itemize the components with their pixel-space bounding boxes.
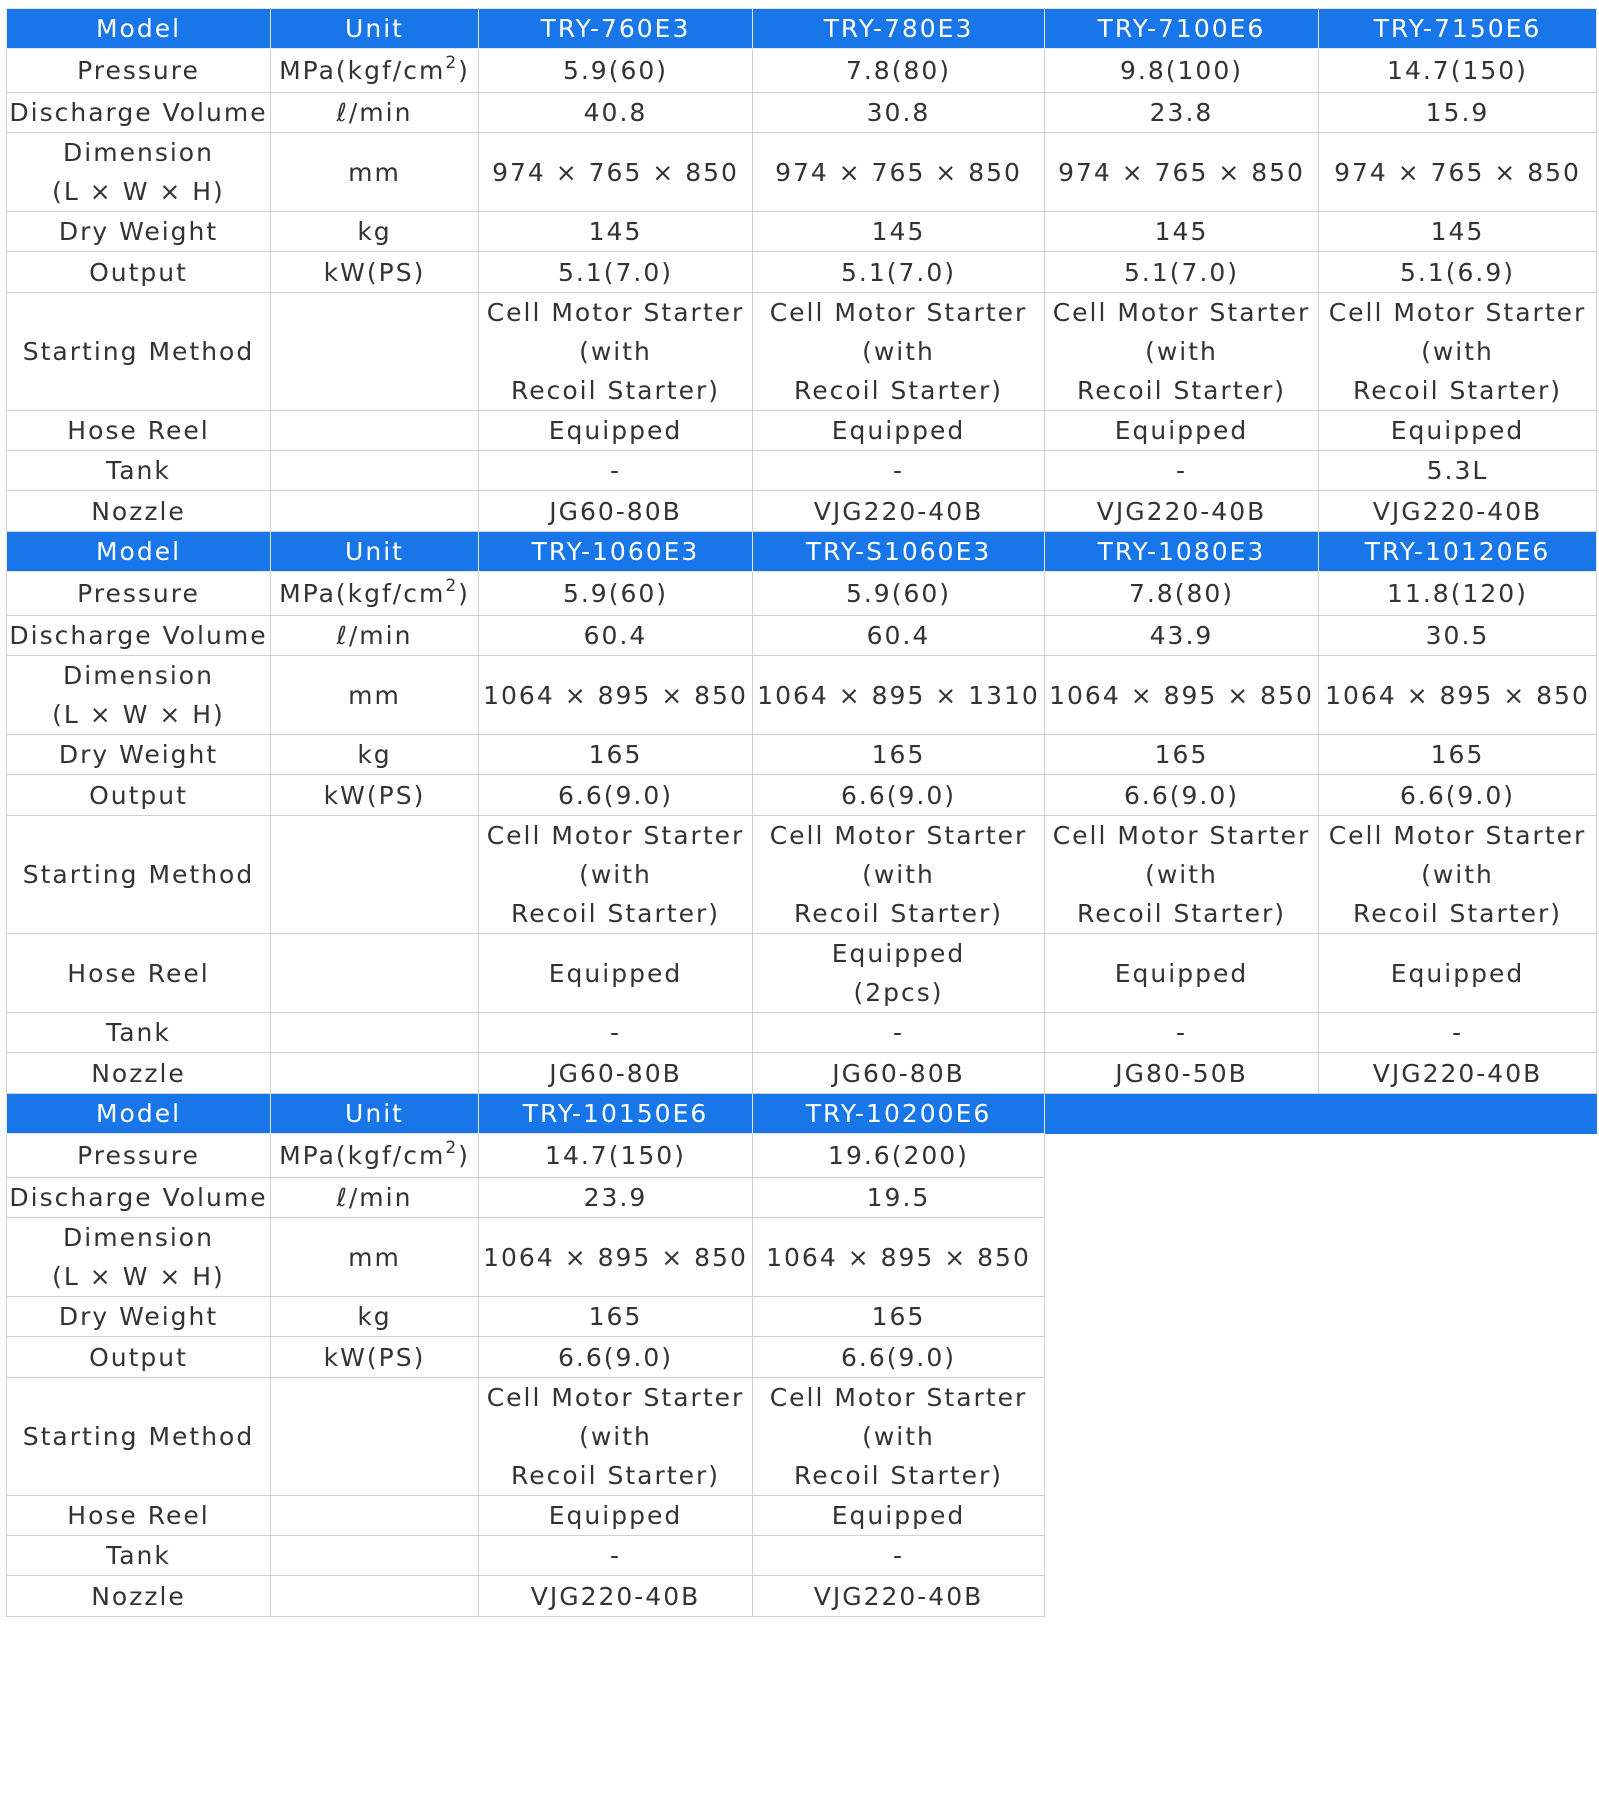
hose-reel-line: Equipped	[548, 958, 683, 988]
spec-table	[6, 8, 1597, 1617]
spec-value-cell: -	[753, 1013, 1045, 1053]
dimension-label-line: (L × W × H)	[52, 700, 225, 729]
spec-value-cell: Equipped	[753, 411, 1045, 451]
unit-cell	[271, 1378, 479, 1496]
hose-reel-value	[755, 934, 1042, 1012]
spec-value-cell: -	[479, 1536, 753, 1576]
dimension-label-line: Dimension	[63, 138, 214, 167]
row-label: Nozzle	[7, 1576, 271, 1617]
unit-cell: mm	[271, 656, 479, 735]
pressure-row	[7, 49, 1597, 93]
spec-value-cell: 165	[753, 735, 1045, 775]
spec-value-cell: 5.1(7.0)	[753, 252, 1045, 293]
row-label: Output	[7, 252, 271, 293]
empty-cell	[1045, 1378, 1319, 1496]
spec-value-cell: -	[1319, 1013, 1597, 1053]
spec-value-cell: 974 × 765 × 850	[479, 133, 753, 212]
spec-value-cell: JG60-80B	[753, 1053, 1045, 1094]
spec-value-cell: Equipped	[479, 1496, 753, 1536]
spec-value-cell: 6.6(9.0)	[753, 1337, 1045, 1378]
model-header-row	[7, 9, 1597, 49]
spec-value-cell: 15.9	[1319, 93, 1597, 133]
unit-cell: kW(PS)	[271, 252, 479, 293]
starting-method-line: Recoil Starter)	[1077, 899, 1286, 928]
dimension-label	[9, 656, 268, 734]
dry-weight-row	[7, 212, 1597, 252]
empty-cell	[1319, 1134, 1597, 1178]
row-label: Dry Weight	[7, 212, 271, 252]
starting-method-value	[755, 1378, 1042, 1495]
model-header-row	[7, 532, 1597, 572]
starting-method-line: (with	[1145, 337, 1218, 366]
spec-value-cell: 5.9(60)	[753, 572, 1045, 616]
starting-method-line: Recoil Starter)	[511, 899, 720, 928]
model-name-cell: TRY-7100E6	[1045, 9, 1319, 49]
starting-method-value	[481, 816, 750, 933]
model-header-label: Model	[7, 9, 271, 49]
spec-value-cell: 5.1(7.0)	[1045, 252, 1319, 293]
spec-value-cell: 14.7(150)	[479, 1134, 753, 1178]
starting-method-value	[1047, 816, 1316, 933]
unit-cell: ℓ/min	[271, 93, 479, 133]
spec-value-cell: 30.8	[753, 93, 1045, 133]
spec-value-cell: 7.8(80)	[753, 49, 1045, 93]
hose-reel-value	[481, 954, 750, 993]
spec-value-cell	[1319, 293, 1597, 411]
hose-reel-value	[1047, 954, 1316, 993]
starting-method-line: Recoil Starter)	[1353, 376, 1562, 405]
dimension-row	[7, 1218, 1597, 1297]
tank-row	[7, 451, 1597, 491]
unit-header-label: Unit	[271, 9, 479, 49]
unit-text: MPa(kgf/cm	[279, 1141, 446, 1170]
spec-value-cell: 974 × 765 × 850	[1319, 133, 1597, 212]
row-label	[7, 133, 271, 212]
row-label: Hose Reel	[7, 411, 271, 451]
pressure-row	[7, 572, 1597, 616]
spec-value-cell: -	[1045, 1013, 1319, 1053]
spec-value-cell	[1319, 816, 1597, 934]
unit-cell: kg	[271, 212, 479, 252]
unit-header-label: Unit	[271, 1094, 479, 1134]
discharge-row	[7, 93, 1597, 133]
model-header-row	[7, 1094, 1597, 1134]
empty-cell	[1319, 1378, 1597, 1496]
empty-cell	[1319, 1576, 1597, 1617]
empty-cell	[1319, 1178, 1597, 1218]
starting-method-line: Cell Motor Starter	[1052, 298, 1311, 327]
unit-text: )	[458, 579, 470, 608]
spec-value-cell: 19.6(200)	[753, 1134, 1045, 1178]
row-label: Pressure	[7, 49, 271, 93]
spec-value-cell: JG80-50B	[1045, 1053, 1319, 1094]
model-header-label: Model	[7, 1094, 271, 1134]
model-name-cell: TRY-10200E6	[753, 1094, 1045, 1134]
starting-method-value	[1321, 816, 1594, 933]
nozzle-row	[7, 1576, 1597, 1617]
model-header-label: Model	[7, 532, 271, 572]
starting-method-line: Cell Motor Starter	[486, 821, 745, 850]
starting-method-line: (with	[579, 1422, 652, 1451]
spec-value-cell: 165	[1319, 735, 1597, 775]
dimension-label	[9, 133, 268, 211]
unit-cell: mm	[271, 1218, 479, 1297]
spec-value-cell: 1064 × 895 × 1310	[753, 656, 1045, 735]
starting-method-value	[1321, 293, 1594, 410]
spec-value-cell: 145	[1319, 212, 1597, 252]
unit-superscript: 2	[445, 52, 459, 73]
unit-text: )	[458, 56, 470, 85]
row-label	[7, 1218, 271, 1297]
unit-cell	[271, 572, 479, 616]
starting-method-value	[481, 293, 750, 410]
spec-value-cell: 5.1(7.0)	[479, 252, 753, 293]
spec-value-cell: 1064 × 895 × 850	[753, 1218, 1045, 1297]
row-label: Starting Method	[7, 1378, 271, 1496]
spec-value-cell: 6.6(9.0)	[479, 775, 753, 816]
starting-method-line: Recoil Starter)	[1353, 899, 1562, 928]
model-name-cell: TRY-1060E3	[479, 532, 753, 572]
empty-cell	[1319, 1218, 1597, 1297]
unit-cell	[271, 1536, 479, 1576]
model-name-cell: TRY-780E3	[753, 9, 1045, 49]
dimension-label-line: (L × W × H)	[52, 1262, 225, 1291]
spec-value-cell	[1045, 934, 1319, 1013]
unit-cell: ℓ/min	[271, 1178, 479, 1218]
dimension-label-line: Dimension	[63, 1223, 214, 1252]
spec-value-cell: Equipped	[1045, 411, 1319, 451]
unit-cell: mm	[271, 133, 479, 212]
starting-method-value	[755, 293, 1042, 410]
spec-value-cell: 9.8(100)	[1045, 49, 1319, 93]
hose-reel-row	[7, 934, 1597, 1013]
unit-cell: kg	[271, 1297, 479, 1337]
hose-reel-row	[7, 411, 1597, 451]
spec-value-cell: 60.4	[753, 616, 1045, 656]
spec-value-cell: 6.6(9.0)	[753, 775, 1045, 816]
spec-value-cell: 5.9(60)	[479, 572, 753, 616]
row-label: Discharge Volume	[7, 616, 271, 656]
empty-cell	[1045, 1218, 1319, 1297]
dry-weight-row	[7, 1297, 1597, 1337]
spec-value-cell: 974 × 765 × 850	[1045, 133, 1319, 212]
tank-row	[7, 1536, 1597, 1576]
unit-cell: kg	[271, 735, 479, 775]
starting-method-line: Recoil Starter)	[511, 1461, 720, 1490]
hose-reel-line: Equipped	[1390, 958, 1525, 988]
starting-method-line: (with	[862, 860, 935, 889]
spec-value-cell: -	[753, 1536, 1045, 1576]
row-label: Output	[7, 775, 271, 816]
hose-reel-row	[7, 1496, 1597, 1536]
unit-text: )	[458, 1141, 470, 1170]
starting-method-line: (with	[1145, 860, 1218, 889]
starting-method-line: Cell Motor Starter	[769, 1383, 1028, 1412]
spec-value-cell: 5.9(60)	[479, 49, 753, 93]
dry-weight-row	[7, 735, 1597, 775]
spec-value-cell: 145	[753, 212, 1045, 252]
starting-method-line: (with	[1421, 337, 1494, 366]
row-label: Tank	[7, 1536, 271, 1576]
empty-cell	[1045, 1496, 1319, 1536]
spec-value-cell: 145	[479, 212, 753, 252]
spec-value-cell: 23.8	[1045, 93, 1319, 133]
unit-cell: kW(PS)	[271, 1337, 479, 1378]
spec-value-cell: VJG220-40B	[1045, 491, 1319, 532]
spec-value-cell: Equipped	[479, 411, 753, 451]
starting-method-line: Cell Motor Starter	[769, 298, 1028, 327]
starting-method-value	[481, 1378, 750, 1495]
row-label: Discharge Volume	[7, 93, 271, 133]
spec-value-cell: 6.6(9.0)	[1319, 775, 1597, 816]
spec-value-cell	[753, 816, 1045, 934]
unit-header-label: Unit	[271, 532, 479, 572]
output-row	[7, 775, 1597, 816]
starting-method-line: Recoil Starter)	[1077, 376, 1286, 405]
empty-cell	[1045, 1094, 1319, 1134]
spec-value-cell: -	[479, 1013, 753, 1053]
unit-superscript: 2	[445, 575, 459, 596]
starting-method-row	[7, 816, 1597, 934]
discharge-row	[7, 1178, 1597, 1218]
spec-table-body	[7, 9, 1597, 1617]
spec-value-cell: 19.5	[753, 1178, 1045, 1218]
spec-value-cell: 14.7(150)	[1319, 49, 1597, 93]
spec-value-cell	[1045, 293, 1319, 411]
row-label: Tank	[7, 1013, 271, 1053]
spec-value-cell	[1045, 816, 1319, 934]
spec-value-cell	[753, 293, 1045, 411]
unit-cell	[271, 816, 479, 934]
unit-cell	[271, 934, 479, 1013]
spec-value-cell	[479, 934, 753, 1013]
spec-value-cell: 165	[753, 1297, 1045, 1337]
spec-value-cell: Equipped	[753, 1496, 1045, 1536]
spec-value-cell: VJG220-40B	[1319, 491, 1597, 532]
pressure-row	[7, 1134, 1597, 1178]
starting-method-row	[7, 1378, 1597, 1496]
spec-value-cell	[753, 934, 1045, 1013]
spec-value-cell: JG60-80B	[479, 1053, 753, 1094]
row-label: Tank	[7, 451, 271, 491]
unit-cell	[271, 1013, 479, 1053]
empty-cell	[1045, 1297, 1319, 1337]
starting-method-line: Cell Motor Starter	[1328, 298, 1587, 327]
unit-cell	[271, 451, 479, 491]
spec-value-cell: VJG220-40B	[1319, 1053, 1597, 1094]
spec-value-cell: 1064 × 895 × 850	[479, 656, 753, 735]
starting-method-line: Recoil Starter)	[794, 1461, 1003, 1490]
empty-cell	[1319, 1297, 1597, 1337]
unit-cell	[271, 411, 479, 451]
model-name-cell: TRY-7150E6	[1319, 9, 1597, 49]
spec-value-cell: VJG220-40B	[753, 491, 1045, 532]
row-label: Nozzle	[7, 1053, 271, 1094]
starting-method-line: (with	[579, 337, 652, 366]
spec-value-cell: Equipped	[1319, 411, 1597, 451]
spec-value-cell	[1319, 934, 1597, 1013]
spec-value-cell: JG60-80B	[479, 491, 753, 532]
spec-value-cell: VJG220-40B	[753, 1576, 1045, 1617]
dimension-label	[9, 1218, 268, 1296]
spec-value-cell	[479, 293, 753, 411]
spec-value-cell: 6.6(9.0)	[1045, 775, 1319, 816]
spec-value-cell: 43.9	[1045, 616, 1319, 656]
row-label: Discharge Volume	[7, 1178, 271, 1218]
spec-value-cell: 5.1(6.9)	[1319, 252, 1597, 293]
spec-value-cell: 145	[1045, 212, 1319, 252]
dimension-row	[7, 656, 1597, 735]
unit-cell: kW(PS)	[271, 775, 479, 816]
spec-value-cell	[753, 1378, 1045, 1496]
starting-method-value	[1047, 293, 1316, 410]
output-row	[7, 252, 1597, 293]
tank-row	[7, 1013, 1597, 1053]
hose-reel-value	[1321, 954, 1594, 993]
empty-cell	[1319, 1337, 1597, 1378]
row-label: Pressure	[7, 1134, 271, 1178]
discharge-row	[7, 616, 1597, 656]
hose-reel-line: Equipped	[831, 939, 966, 968]
starting-method-line: Recoil Starter)	[794, 899, 1003, 928]
dimension-row	[7, 133, 1597, 212]
empty-cell	[1045, 1576, 1319, 1617]
spec-value-cell: 30.5	[1319, 616, 1597, 656]
starting-method-line: Recoil Starter)	[794, 376, 1003, 405]
hose-reel-sub-line: (2pcs)	[853, 978, 944, 1007]
starting-method-line: Cell Motor Starter	[486, 1383, 745, 1412]
starting-method-line: (with	[579, 860, 652, 889]
row-label: Dry Weight	[7, 1297, 271, 1337]
row-label: Nozzle	[7, 491, 271, 532]
spec-value-cell: 974 × 765 × 850	[753, 133, 1045, 212]
spec-value-cell: 1064 × 895 × 850	[1045, 656, 1319, 735]
unit-cell	[271, 1576, 479, 1617]
hose-reel-line: Equipped	[1114, 958, 1249, 988]
starting-method-line: Cell Motor Starter	[486, 298, 745, 327]
empty-cell	[1319, 1094, 1597, 1134]
row-label	[7, 656, 271, 735]
unit-cell	[271, 49, 479, 93]
spec-value-cell: 5.3L	[1319, 451, 1597, 491]
row-label: Pressure	[7, 572, 271, 616]
spec-value-cell: 60.4	[479, 616, 753, 656]
starting-method-line: (with	[862, 1422, 935, 1451]
row-label: Dry Weight	[7, 735, 271, 775]
starting-method-line: Recoil Starter)	[511, 376, 720, 405]
spec-value-cell: 1064 × 895 × 850	[479, 1218, 753, 1297]
empty-cell	[1045, 1536, 1319, 1576]
dimension-label-line: Dimension	[63, 661, 214, 690]
spec-value-cell: 40.8	[479, 93, 753, 133]
unit-cell	[271, 293, 479, 411]
spec-value-cell: 1064 × 895 × 850	[1319, 656, 1597, 735]
spec-value-cell: 11.8(120)	[1319, 572, 1597, 616]
unit-superscript: 2	[445, 1137, 459, 1158]
empty-cell	[1045, 1178, 1319, 1218]
starting-method-line: Cell Motor Starter	[1052, 821, 1311, 850]
model-name-cell: TRY-10120E6	[1319, 532, 1597, 572]
spec-value-cell: 165	[479, 735, 753, 775]
model-name-cell: TRY-10150E6	[479, 1094, 753, 1134]
row-label: Output	[7, 1337, 271, 1378]
unit-cell: ℓ/min	[271, 616, 479, 656]
spec-value-cell: 165	[1045, 735, 1319, 775]
row-label: Hose Reel	[7, 934, 271, 1013]
model-name-cell: TRY-1080E3	[1045, 532, 1319, 572]
empty-cell	[1319, 1496, 1597, 1536]
model-name-cell: TRY-S1060E3	[753, 532, 1045, 572]
nozzle-row	[7, 1053, 1597, 1094]
spec-value-cell: -	[753, 451, 1045, 491]
row-label: Starting Method	[7, 816, 271, 934]
spec-value-cell: VJG220-40B	[479, 1576, 753, 1617]
spec-value-cell: -	[1045, 451, 1319, 491]
empty-cell	[1319, 1536, 1597, 1576]
starting-method-line: Cell Motor Starter	[1328, 821, 1587, 850]
starting-method-value	[755, 816, 1042, 933]
empty-cell	[1045, 1134, 1319, 1178]
dimension-label-line: (L × W × H)	[52, 177, 225, 206]
spec-value-cell: -	[479, 451, 753, 491]
spec-value-cell: 7.8(80)	[1045, 572, 1319, 616]
empty-cell	[1045, 1337, 1319, 1378]
spec-value-cell	[479, 816, 753, 934]
unit-cell	[271, 491, 479, 532]
spec-value-cell: 23.9	[479, 1178, 753, 1218]
starting-method-line: (with	[862, 337, 935, 366]
nozzle-row	[7, 491, 1597, 532]
spec-value-cell: 165	[479, 1297, 753, 1337]
starting-method-line: Cell Motor Starter	[769, 821, 1028, 850]
model-name-cell: TRY-760E3	[479, 9, 753, 49]
unit-text: MPa(kgf/cm	[279, 579, 446, 608]
spec-value-cell: 6.6(9.0)	[479, 1337, 753, 1378]
output-row	[7, 1337, 1597, 1378]
starting-method-line: (with	[1421, 860, 1494, 889]
unit-text: MPa(kgf/cm	[279, 56, 446, 85]
row-label: Starting Method	[7, 293, 271, 411]
unit-cell	[271, 1053, 479, 1094]
row-label: Hose Reel	[7, 1496, 271, 1536]
spec-value-cell	[479, 1378, 753, 1496]
unit-cell	[271, 1496, 479, 1536]
unit-cell	[271, 1134, 479, 1178]
starting-method-row	[7, 293, 1597, 411]
